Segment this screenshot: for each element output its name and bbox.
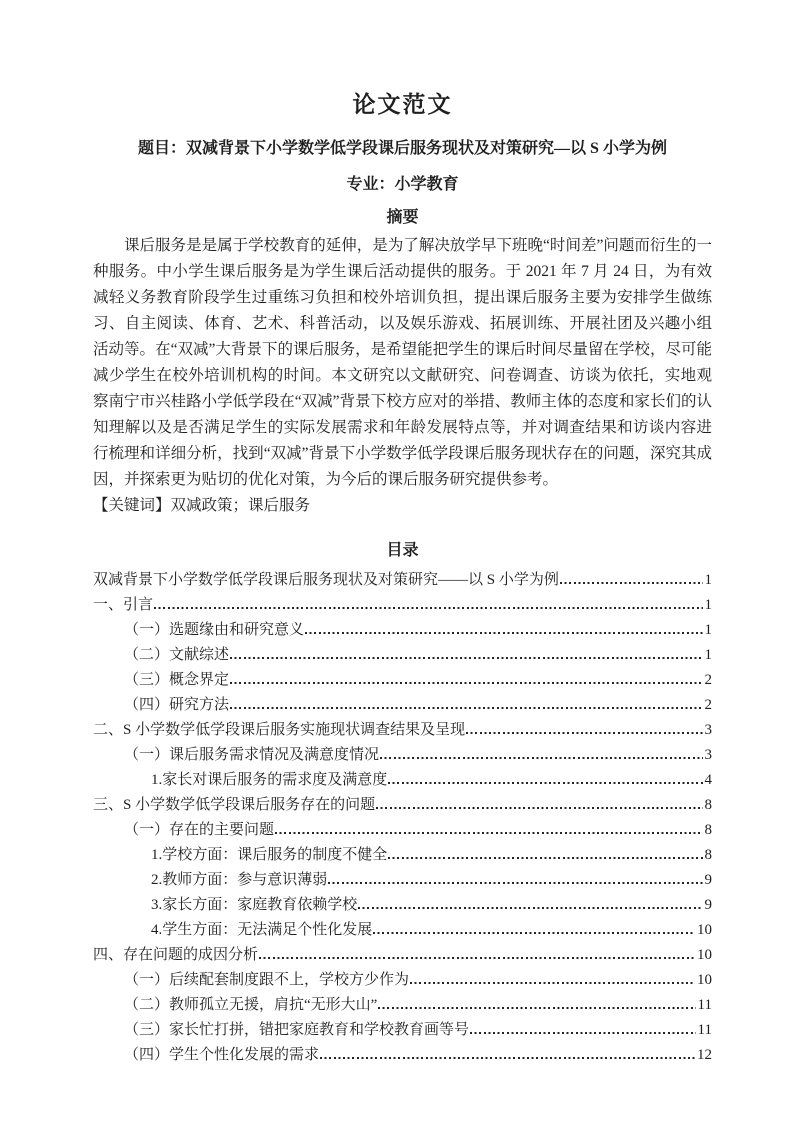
- toc-dot-leader: [388, 857, 702, 859]
- toc-entry-text: （三）家长忙打拼，错把家庭教育和学校教育画等号: [124, 1022, 470, 1038]
- toc-page-number: 4: [704, 772, 712, 788]
- toc-page-number: 1: [704, 647, 712, 663]
- toc-entry: [93, 918, 712, 943]
- toc-entry-text: 1.学校方面：课后服务的制度不健全: [151, 847, 388, 863]
- toc-entry: [93, 793, 712, 818]
- toc-heading: 目录: [386, 542, 419, 559]
- toc-page-number: 8: [704, 797, 712, 813]
- toc-entry: [93, 943, 712, 968]
- toc-entry: [93, 993, 712, 1018]
- toc-dot-leader: [358, 907, 702, 909]
- toc-dot-leader: [230, 657, 702, 659]
- toc-entry-text: 二、S 小学数学低学段课后服务实施现状调查结果及呈现: [93, 722, 466, 738]
- toc-entry-text: （二）教师孤立无援，肩抗“无形大山”: [124, 997, 378, 1013]
- toc-page-number: 8: [704, 822, 712, 838]
- toc-entry-text: （一）后续配套制度跟不上，学校方少作为: [124, 972, 410, 988]
- topic-line: 题目：双减背景下小学数学低学段课后服务现状及对策研究—以 S 小学为例: [138, 140, 667, 157]
- toc-page-number: 10: [697, 947, 712, 963]
- toc-page-number: 11: [697, 1022, 712, 1038]
- toc-list: [93, 568, 712, 1068]
- toc-page-number: 11: [697, 997, 712, 1013]
- toc-dot-leader: [470, 1032, 696, 1034]
- toc-entry: [93, 668, 712, 693]
- toc-entry: [93, 843, 712, 868]
- toc-dot-leader: [259, 957, 695, 959]
- toc-dot-leader: [154, 607, 702, 609]
- toc-entry: [93, 718, 712, 743]
- toc-dot-leader: [376, 807, 702, 809]
- toc-dot-leader: [378, 1007, 695, 1009]
- abstract-paragraph: 课后服务是是属于学校教育的延伸，是为了解决放学早下班晚“时间差”问题而衍生的一种服务。中小学生课后服务是为学生课后活动提供的服务。于 2021 年 7 月 24 日，为有效减轻义务教育阶段学生过重练习负担和校外培训负担，提出课后服务主要为安排学生做练习、自主阅读、体育、艺术、科普活动，以及娱乐游戏、拓展训练、开展社团及兴趣小组活动等。在“双减”大背景下的课后服务，是希望能把学生的课后时间尽量留在学校，尽可能减少学生在校外培训机构的时间。本文研究以文献研究、问卷调查、访谈为依托，实地观察南宁市兴桂路小学低学段在“双减”背景下校方应对的举措、教师主体的态度和家长们的认知理解以及是否满足学生的实际发展需求和年龄发展特点等，并对调查结果和访谈内容进行梳理和详细分析，找到“双减”背景下小学数学低学段课后服务现状存在的问题，深究其成因，并探索更为贴切的优化对策，为今后的课后服务研究提供参考。: [93, 237, 712, 488]
- toc-entry-text: 1.家长对课后服务的需求度及满意度: [151, 772, 388, 788]
- toc-entry: [93, 743, 712, 768]
- toc-entry-text: （一）选题缘由和研究意义: [124, 622, 305, 638]
- toc-page-number: 9: [704, 872, 712, 888]
- toc-entry: [93, 643, 712, 668]
- toc-page-number: 8: [704, 847, 712, 863]
- toc-entry: [93, 1018, 712, 1043]
- toc-entry: [93, 1043, 712, 1068]
- toc-page-number: 2: [704, 672, 712, 688]
- toc-dot-leader: [275, 832, 702, 834]
- toc-page-number: 3: [704, 747, 712, 763]
- toc-page-number: 2: [704, 697, 712, 713]
- toc-page-number: 10: [697, 922, 712, 938]
- toc-entry: [93, 568, 712, 593]
- toc-entry-text: （四）研究方法: [124, 697, 230, 713]
- toc-entry-text: （一）存在的主要问题: [124, 822, 275, 838]
- toc-entry-text: 3.家长方面：家庭教育依赖学校: [151, 897, 358, 913]
- toc-dot-leader: [328, 882, 702, 884]
- toc-dot-leader: [466, 732, 702, 734]
- toc-dot-leader: [388, 782, 702, 784]
- toc-entry: [93, 868, 712, 893]
- toc-entry-text: 4.学生方面：无法满足个性化发展: [151, 922, 373, 938]
- toc-dot-leader: [373, 932, 695, 934]
- document-title: 论文范文: [352, 92, 453, 117]
- toc-dot-leader: [230, 682, 702, 684]
- keywords-line: 【关键词】双减政策；课后服务: [93, 497, 311, 514]
- toc-entry: [93, 818, 712, 843]
- toc-entry-text: 三、S 小学数学低学段课后服务存在的问题: [93, 797, 376, 813]
- toc-entry-text: 一、引言: [93, 597, 154, 613]
- toc-dot-leader: [380, 757, 702, 759]
- toc-entry-text: （三）概念界定: [124, 672, 230, 688]
- toc-dot-leader: [410, 982, 695, 984]
- toc-entry: [93, 618, 712, 643]
- toc-entry-text: 双减背景下小学数学低学段课后服务现状及对策研究——以 S 小学为例: [93, 572, 559, 588]
- toc-entry-text: （四）学生个性化发展的需求: [124, 1047, 320, 1063]
- toc-dot-leader: [305, 632, 702, 634]
- toc-entry-text: （一）课后服务需求情况及满意度情况: [124, 747, 380, 763]
- toc-page-number: 9: [704, 897, 712, 913]
- toc-page-number: 1: [704, 622, 712, 638]
- toc-entry-text: 四、存在问题的成因分析: [93, 947, 259, 963]
- toc-page-number: 1: [704, 572, 712, 588]
- toc-entry: [93, 593, 712, 618]
- toc-entry: [93, 968, 712, 993]
- toc-entry: [93, 893, 712, 918]
- toc-page-number: 10: [697, 972, 712, 988]
- toc-page-number: 12: [697, 1047, 712, 1063]
- toc-dot-leader: [230, 707, 702, 709]
- toc-entry: [93, 768, 712, 793]
- major-line: 专业：小学教育: [346, 176, 459, 193]
- toc-dot-leader: [320, 1057, 695, 1059]
- toc-dot-leader: [560, 582, 703, 584]
- toc-entry-text: （二）文献综述: [124, 647, 230, 663]
- toc-page-number: 1: [704, 597, 712, 613]
- toc-entry: [93, 693, 712, 718]
- toc-entry-text: 2.教师方面：参与意识薄弱: [151, 872, 328, 888]
- toc-page-number: 3: [704, 722, 712, 738]
- abstract-heading: 摘要: [386, 209, 419, 226]
